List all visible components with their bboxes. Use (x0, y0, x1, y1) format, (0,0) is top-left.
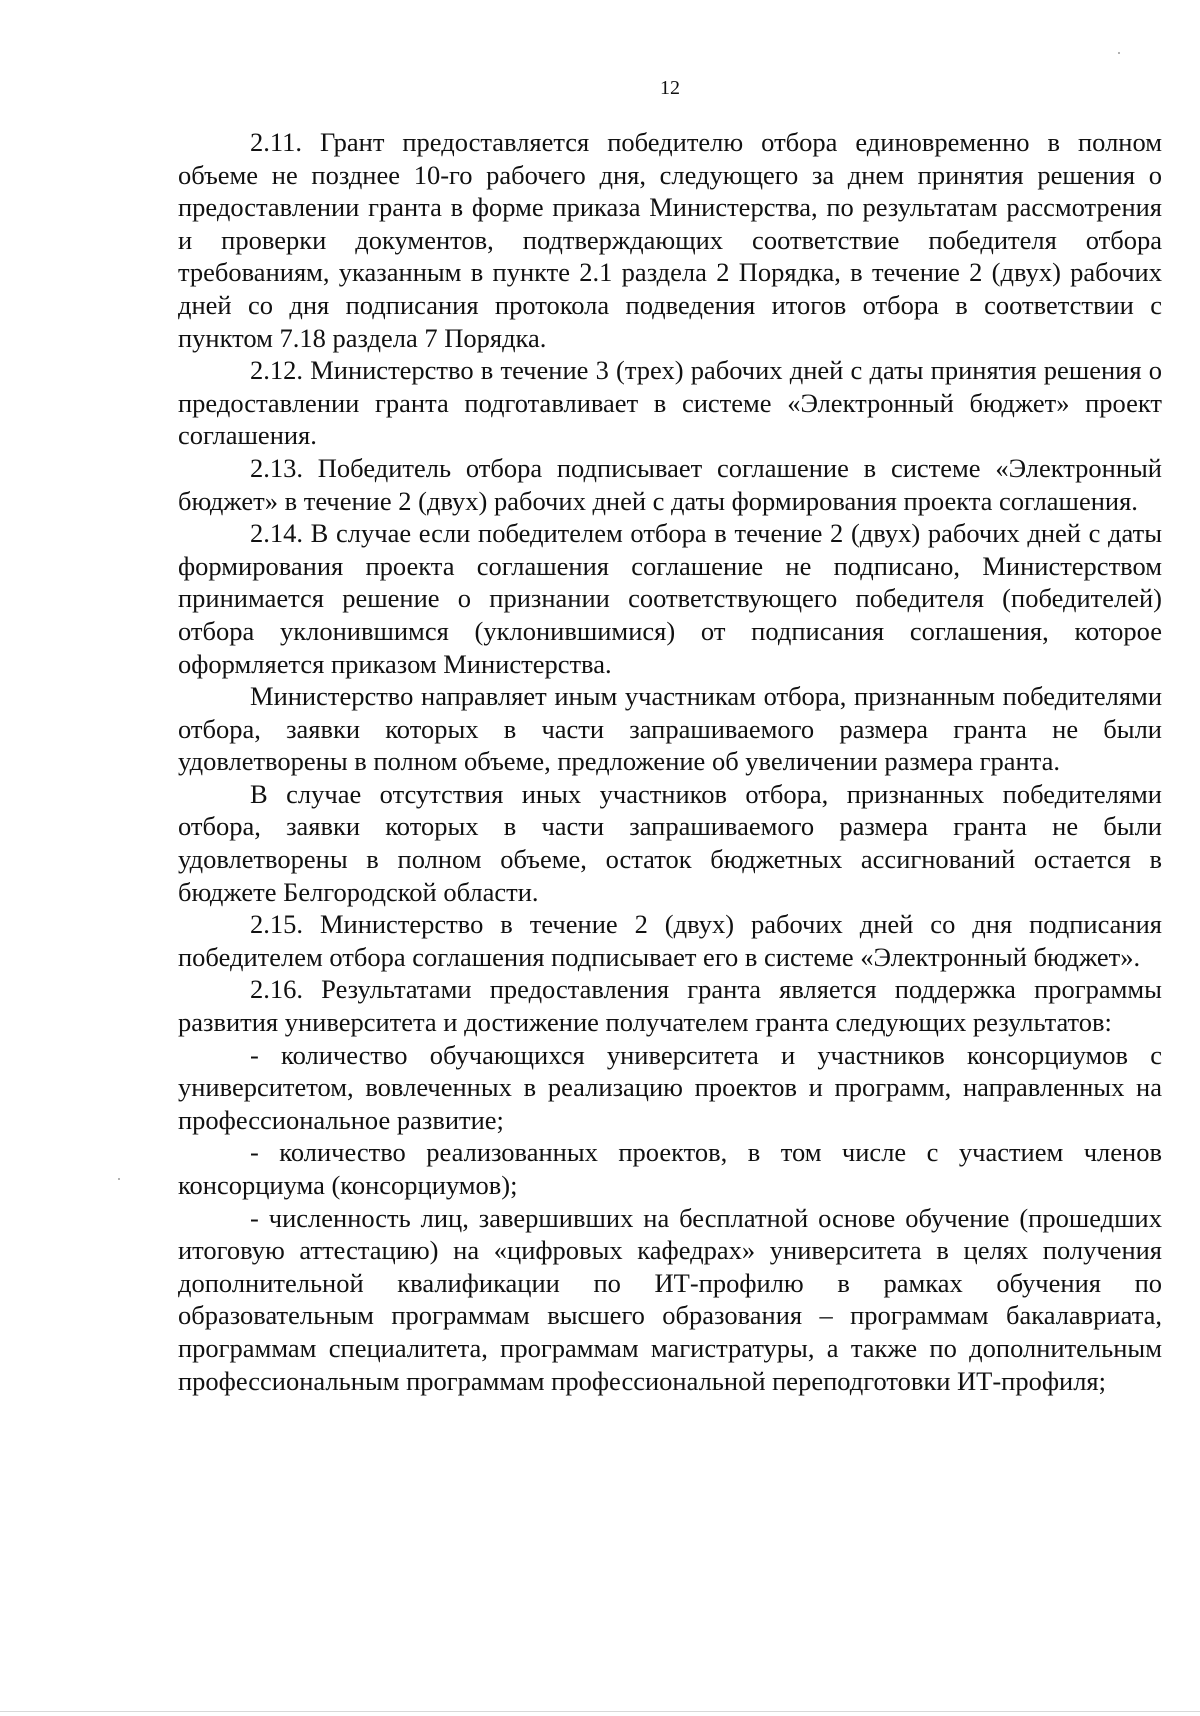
scan-speck (118, 1178, 120, 1180)
result-item-digital-departments: - численность лиц, завершивших на бесплатной основе обучение (прошедших итоговую аттестацию) на «цифровых кафедрах» университета в целях получения дополнительной квалификации по ИТ-профилю в рамках обучения по образовательным программам высшего образования – программам бакалавриата, программам специалитета, программам магистратуры, а также по дополнительным профессиональным программам профессиональной переподготовки ИТ-профиля; (178, 1202, 1162, 1396)
result-item-students: - количество обучающихся университета и участников консорциумов с университетом, вовлеченных в реализацию проектов и программ, направленных на профессиональное развитие; (178, 1039, 1162, 1135)
paragraph-2-15: 2.15. Министерство в течение 2 (двух) рабочих дней со дня подписания победителем отбора соглашения подписывает его в системе «Электронный бюджет». (178, 909, 1162, 972)
paragraph-2-16: 2.16. Результатами предоставления гранта является поддержка программы развития университета и достижение получателем гранта следующих результатов: (178, 974, 1162, 1038)
scan-edge-line (0, 1711, 1200, 1712)
paragraph-2-12: 2.12. Министерство в течение 3 (трех) рабочих дней с даты принятия решения о предоставлении гранта подготавливает в системе «Электронный бюджет» проект соглашения. (178, 355, 1162, 451)
paragraph-no-other-participants: В случае отсутствия иных участников отбора, признанных победителями отбора, заявки которых в части запрашиваемого размера гранта не были удовлетворены в полном объеме, остаток бюджетных ассигнований остается в бюджете Белгородской области. (178, 778, 1162, 907)
paragraph-2-11: 2.11. Грант предоставляется победителю отбора единовременно в полном объеме не позднее 10-го рабочего дня, следующего за днем принятия решения о предоставлении гранта в форме приказа Министерства, по результатам рассмотрения и проверки документов, подтверждающих соответствие победителя отбора требованиям, указанным в пункте 2.1 раздела 2 Порядка, в течение 2 (двух) рабочих дней со дня подписания протокола подведения итогов отбора в соответствии с пунктом 7.18 раздела 7 Порядка. (178, 127, 1162, 353)
paragraph-2-13: 2.13. Победитель отбора подписывает соглашение в системе «Электронный бюджет» в течение 2 (двух) рабочих дней с даты формирования проекта соглашения. (178, 452, 1162, 516)
paragraph-ministry-proposal: Министерство направляет иным участникам отбора, признанным победителями отбора, заявки которых в части запрашиваемого размера гранта не были удовлетворены в полном объеме, предложение об увеличении размера гранта. (178, 681, 1162, 777)
scan-speck (1118, 52, 1120, 54)
paragraph-2-14: 2.14. В случае если победителем отбора в течение 2 (двух) рабочих дней с даты формирования проекта соглашения соглашение не подписано, Министерством принимается решение о признании соответствующего победителя (победителей) отбора уклонившимся (уклонившимися) от подписания соглашения, которое оформляется приказом Министерства. (178, 518, 1162, 679)
page-number: 12 (660, 77, 680, 99)
result-item-projects: - количество реализованных проектов, в том числе с участием членов консорциума (консорциумов); (178, 1137, 1162, 1200)
document-body (178, 126, 1162, 1397)
